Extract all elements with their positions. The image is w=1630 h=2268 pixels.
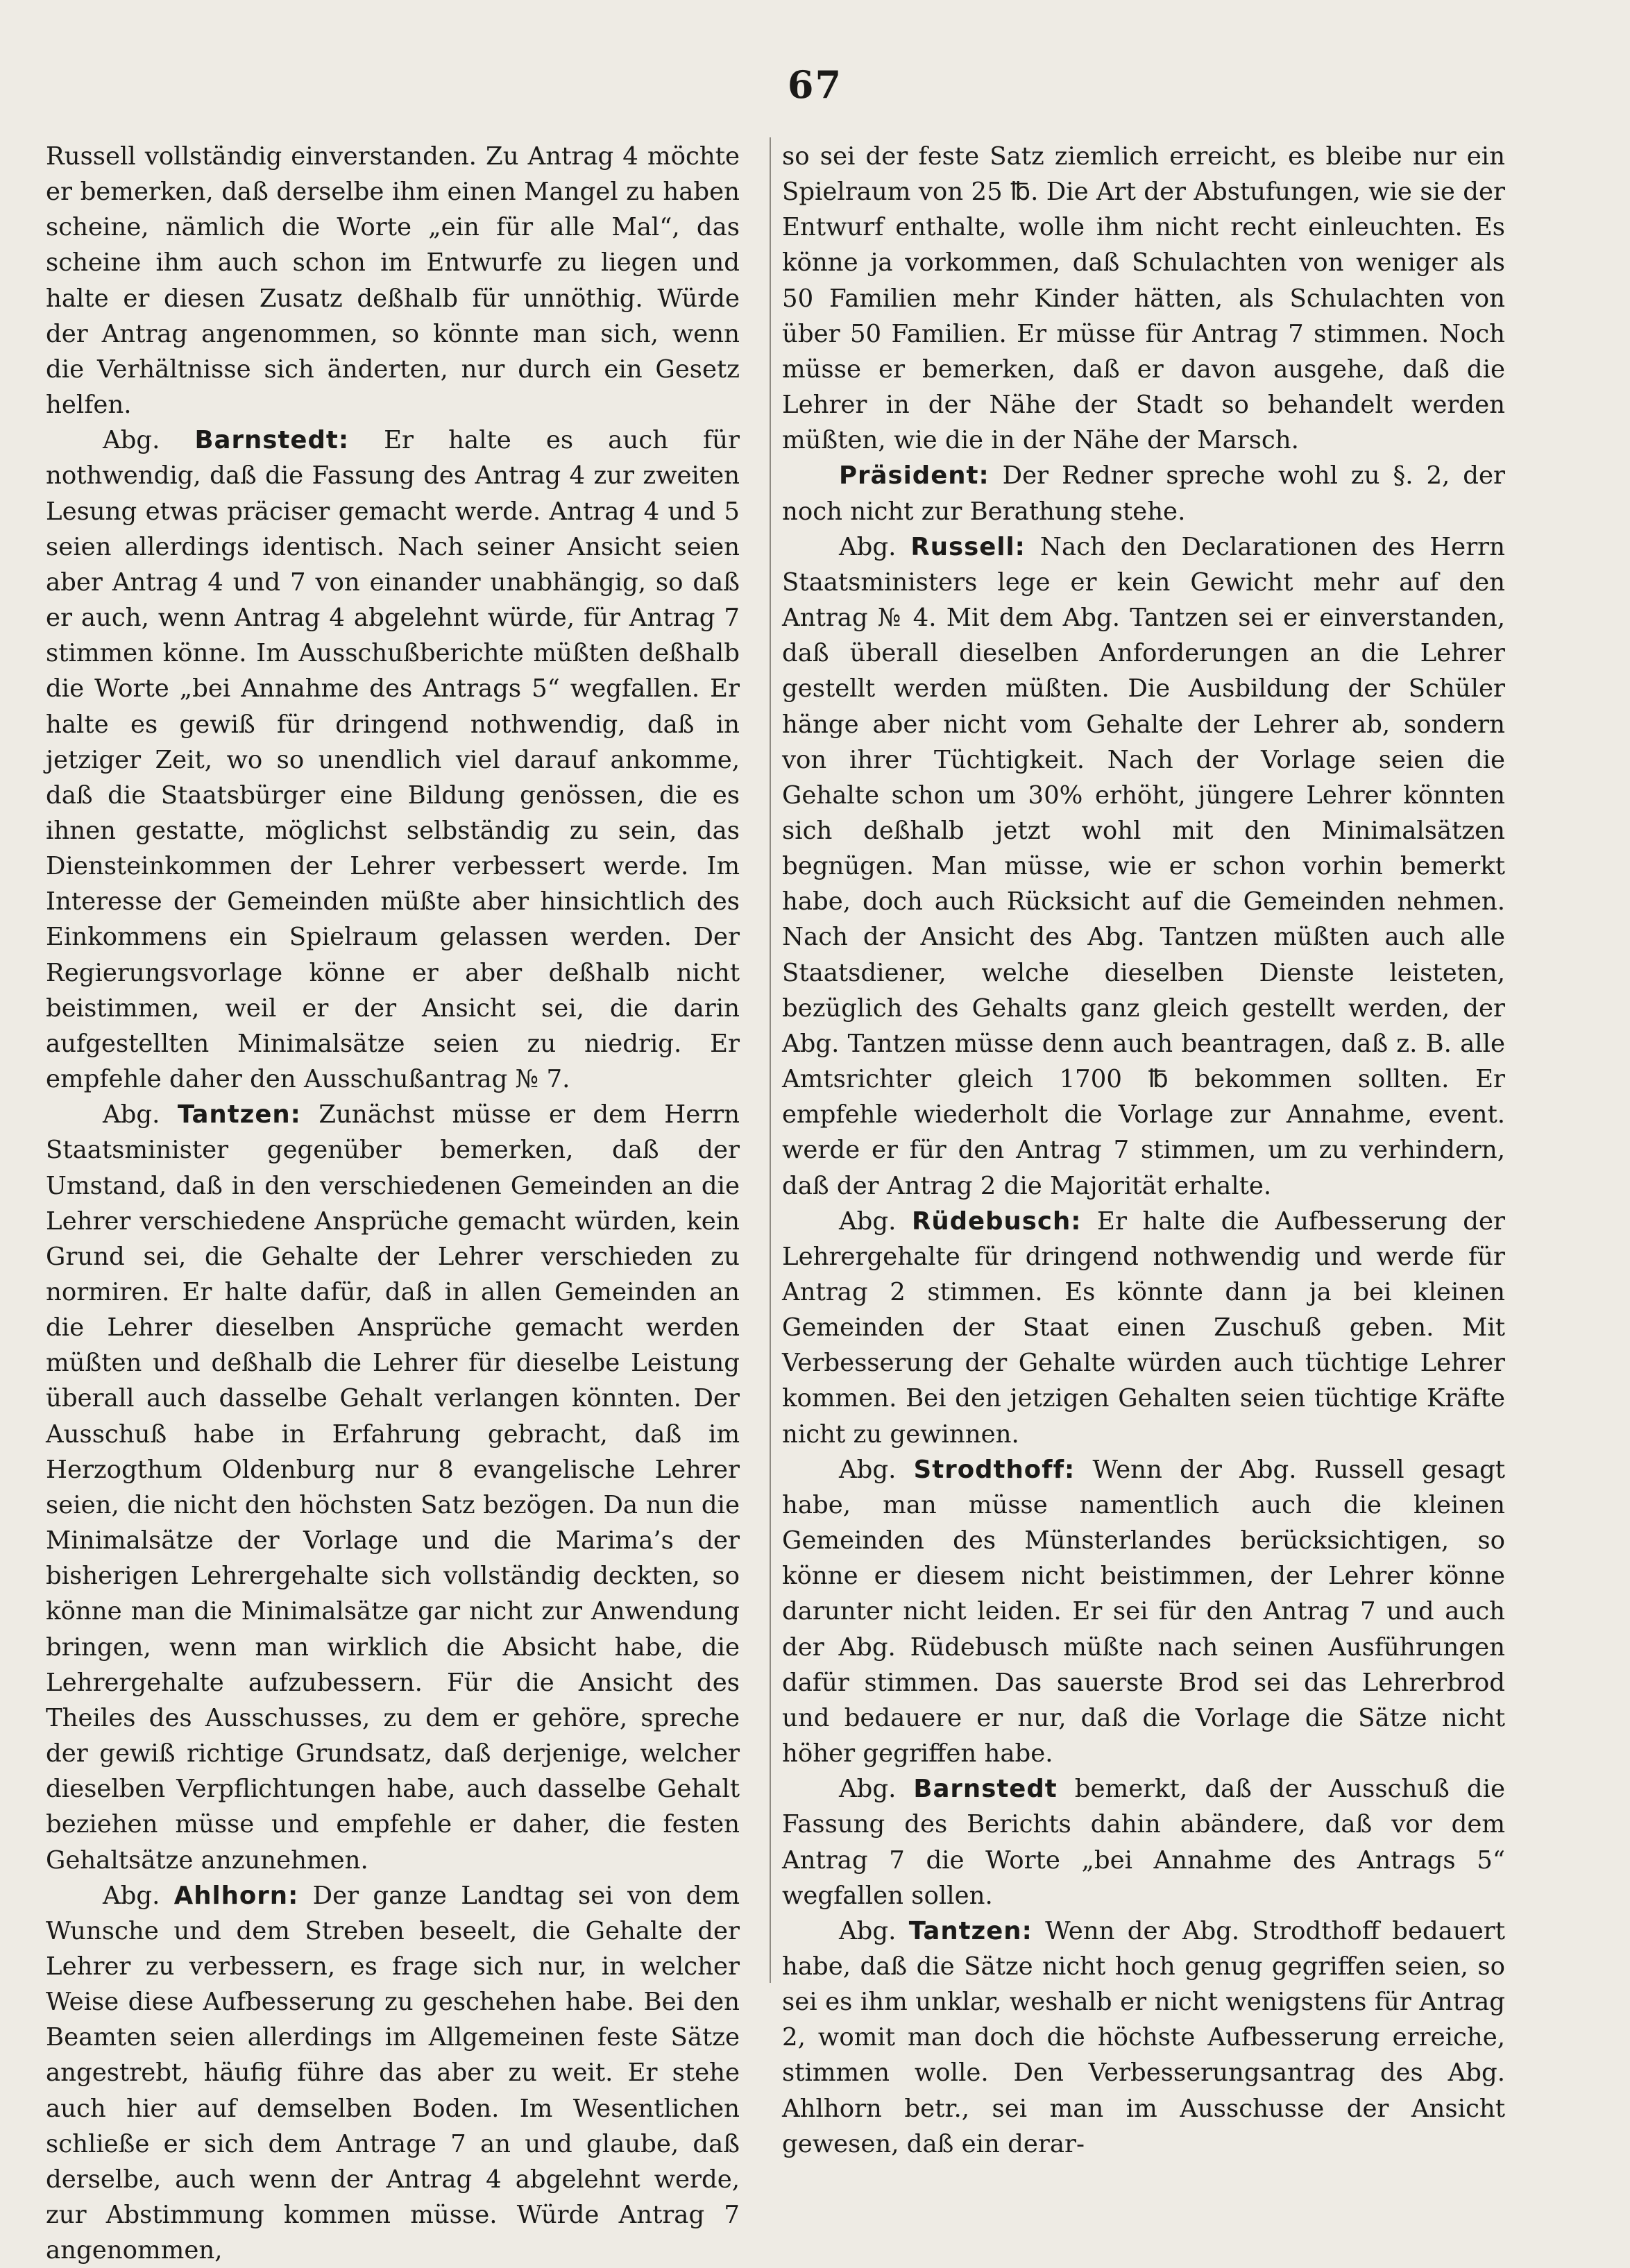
speech-text: Der ganze Landtag sei von dem Wunsche und dem Streben beseelt, die Gehalte der Lehrer zu verbessern, es frage sich nur, in welcher Weise diese Aufbesserung zu geschehen habe. Bei den Beamten seien allerdings im Allgemeinen feste Sätze angestrebt, häufig führe das aber zu weit. Er stehe auch hier auf demselben Boden. Im Wesentlichen schließe er sich dem Antrage 7 an und glaube, daß derselbe, auch wenn der Antrag 4 abgelehnt werde, zur Abstimmung kommen müsse. Würde Antrag 7 angenommen, [46,1881,740,2265]
speech-paragraph [46,1878,740,2268]
speaker-name: Ahlhorn: [173,1881,299,1910]
speaker-name: Tantzen: [908,1916,1033,1945]
page-number: 67 [787,62,843,107]
speaker-prefix: Abg. [839,1916,909,1945]
speech-text: Wenn der Abg. Strodthoff bedauert habe, daß die Sätze nicht hoch genug gegriffen seien, so sei es ihm unklar, weshalb er nicht wenigstens für Antrag 2, womit man doch die höchste Aufbesserung erreiche, stimmen wolle. Den Verbesserungsantrag des Abg. Ahlhorn betr., sei man im Ausschusse der Ansicht gewesen, daß ein derar- [782,1916,1505,2158]
right-column [782,139,1505,2162]
paragraph: Russell vollständig einverstanden. Zu Antrag 4 möchte er bemerken, daß derselbe ihm einen Mangel zu haben scheine, nämlich die Worte „ein für alle Mal“, das scheine ihm auch schon im Entwurfe zu liegen und halte er diesen Zusatz deßhalb für unnöthig. Würde der Antrag angenommen, so könnte man sich, wenn die Verhältnisse sich änderten, nur durch ein Gesetz helfen. [46,142,740,420]
speech-text: Er halte die Aufbesserung der Lehrergehalte für dringend nothwendig und werde für Antrag 2 stimmen. Es könnte dann ja bei kleinen Gemeinden der Staat einen Zuschuß geben. Mit Verbesserung der Gehalte würden auch tüchtige Lehrer kommen. Bei den jetzigen Gehalten seien tüchtige Kräfte nicht zu gewinnen. [782,1207,1506,1449]
speaker-prefix: Abg. [839,1775,914,1804]
speaker-prefix: Abg. [103,426,195,455]
speaker-prefix: Abg. [103,1881,174,1910]
speaker-prefix: Abg. [839,1207,912,1236]
speech-text: Der Redner spreche wohl zu §. 2, der noch nicht zur Berathung stehe. [782,461,1505,526]
speech-text: Er halte es auch für nothwendig, daß die Fassung des Antrag 4 zur zweiten Lesung etwas präciser gemacht werde. Antrag 4 und 5 seien allerdings identisch. Nach seiner Ansicht seien aber Antrag 4 und 7 von einander unabhängig, so daß er auch, wenn Antrag 4 abgelehnt würde, für Antrag 7 stimmen könne. Im Ausschußberichte müßten deßhalb die Worte „bei Annahme des Antrags 5“ wegfallen. Er halte es gewiß für dringend nothwendig, daß in jetziger Zeit, wo so unendlich viel darauf ankomme, daß die Staatsbürger eine Bildung genössen, die es ihnen gestatte, möglichst selbständig zu sein, das Diensteinkommen der Lehrer verbessert werde. Im Interesse der Gemeinden müßte aber hinsichtlich des Einkommens ein Spielraum gelassen werden. Der Regierungsvorlage könne er aber deßhalb nicht beistimmen, weil er der Ansicht sei, die darin aufgestellten Minimalsätze seien zu niedrig. Er empfehle daher den Ausschußantrag № 7. [46,426,740,1094]
speech-paragraph [782,1771,1505,1913]
speaker-prefix: Abg. [839,532,911,561]
speech-text: bemerkt, daß der Ausschuß die Fassung des Berichts dahin abändere, daß vor dem Antrag 7 die Worte „bei Annahme des Antrags 5“ wegfallen sollen. [782,1775,1506,1910]
speaker-name: Präsident: [839,461,990,491]
speaker-name: Barnstedt [913,1775,1058,1804]
left-column [46,139,740,2268]
speech-paragraph [782,529,1505,1204]
speaker-name: Tantzen: [177,1100,301,1129]
speaker-name: Barnstedt: [194,426,350,455]
speech-paragraph [46,1097,740,1877]
paragraph: so sei der feste Satz ziemlich erreicht, es bleibe nur ein Spielraum von 25 ℔. Die Art der Abstufungen, wie sie der Entwurf enthalte, wolle ihm nicht recht einleuchten. Es könne ja vorkommen, daß Schulachten von weniger als 50 Familien mehr Kinder hätten, als Schulachten von über 50 Familien. Er müsse für Antrag 7 stimmen. Noch müsse er bemerken, daß er davon ausgehe, daß die Lehrer in der Nähe der Stadt so behandelt werden müßten, wie die in der Nähe der Marsch. [782,142,1505,455]
speaker-prefix: Abg. [839,1455,914,1484]
speaker-name: Strodthoff: [913,1455,1076,1484]
speaker-name: Rüdebusch: [911,1207,1082,1236]
speech-paragraph [782,458,1505,529]
speech-paragraph [782,1913,1505,2162]
speech-text: Nach den Declarationen des Herrn Staatsministers lege er kein Gewicht mehr auf den Antrag № 4. Mit dem Abg. Tantzen sei er einverstanden, daß überall dieselben Anforderungen an die Lehrer gestellt werden müßten. Die Ausbildung der Schüler hänge aber nicht vom Gehalte der Lehrer ab, sondern von ihrer Tüchtigkeit. Nach der Vorlage seien die Gehalte schon um 30% erhöht, jüngere Lehrer könnten sich deßhalb jetzt wohl mit den Minimalsätzen begnügen. Man müsse, wie er schon vorhin bemerkt habe, doch auch Rücksicht auf die Gemeinden nehmen. Nach der Ansicht des Abg. Tantzen müßten auch alle Staatsdiener, welche dieselben Dienste leisteten, bezüglich des Gehalts ganz gleich gestellt werden, der Abg. Tantzen müsse denn auch beantragen, daß z. B. alle Amtsrichter gleich 1700 ℔ bekommen sollten. Er empfehle wiederholt die Vorlage zur Annahme, event. werde er für den Antrag 7 stimmen, um zu verhindern, daß der Antrag 2 die Majorität erhalte. [782,532,1505,1200]
speaker-prefix: Abg. [103,1100,178,1129]
speech-paragraph [782,1204,1505,1452]
speaker-name: Russell: [910,532,1026,561]
speech-paragraph [46,423,740,1097]
speech-text: Wenn der Abg. Russell gesagt habe, man müsse namentlich auch die kleinen Gemeinden des Münsterlandes berücksichtigen, so könne er diesem nicht beistimmen, der Lehrer könne darunter nicht leiden. Er sei für den Antrag 7 und auch der Abg. Rüdebusch müßte nach seinen Ausführungen dafür stimmen. Das sauerste Brod sei das Lehrerbrod und bedauere er nur, daß die Vorlage die Sätze nicht höher gegriffen habe. [782,1455,1505,1768]
speech-text: Zunächst müsse er dem Herrn Staatsminister gegenüber bemerken, daß der Umstand, daß in den verschiedenen Gemeinden an die Lehrer verschiedene Ansprüche gemacht würden, kein Grund sei, die Gehalte der Lehrer verschieden zu normiren. Er halte dafür, daß in allen Gemeinden an die Lehrer dieselben Ansprüche gemacht werden müßten und deßhalb die Lehrer für dieselbe Leistung überall auch dasselbe Gehalt verlangen könnten. Der Ausschuß habe in Erfahrung gebracht, daß im Herzogthum Oldenburg nur 8 evangelische Lehrer seien, die nicht den höchsten Satz bezögen. Da nun die Minimalsätze der Vorlage und die Marima’s der bisherigen Lehrergehalte sich vollständig deckten, so könne man die Minimalsätze gar nicht zur Anwendung bringen, wenn man wirklich die Absicht habe, die Lehrergehalte aufzubessern. Für die Ansicht des Theiles des Ausschusses, zu dem er gehöre, spreche der gewiß richtige Grundsatz, daß derjenige, welcher dieselben Verpflichtungen habe, auch dasselbe Gehalt beziehen müsse und empfehle er daher, die festen Gehaltsätze anzunehmen. [46,1100,740,1875]
column-divider [770,137,771,1983]
speech-paragraph [782,1452,1505,1771]
